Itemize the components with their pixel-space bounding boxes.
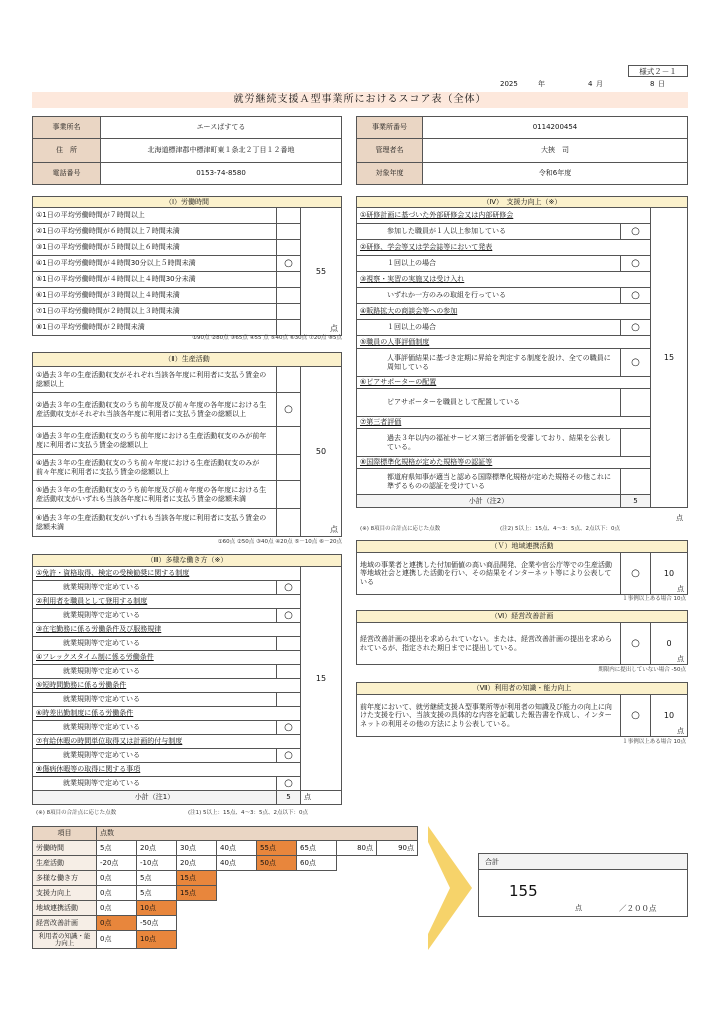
sec3-subtotal-label: 小計（注1）: [33, 791, 277, 805]
sec3-work-styles: [32, 554, 342, 805]
sec4-item-head: ⑥ピアサポーターの配置: [357, 377, 651, 389]
summary-cell: 40点: [217, 841, 257, 856]
summary-cell: 5点: [137, 886, 177, 901]
sec7-note: １事例以上ある場合 10点: [622, 739, 686, 745]
office-info-table: [32, 116, 342, 185]
summary-label: 多様な働き方: [33, 871, 97, 886]
sec1-score-cell: [301, 208, 342, 336]
office-name: エースぱすてる: [101, 117, 342, 139]
sec2-points: ①60点 ②50点 ③40点 ④20点 ⑤－10点 ⑥－20点: [217, 539, 342, 545]
summary-cell-selected: 55点: [257, 841, 297, 856]
summary-cell: 0点: [97, 901, 137, 916]
summary-cell: 20点: [177, 856, 217, 871]
sec3-score: 15: [301, 567, 342, 791]
total-unit: 点: [575, 904, 582, 912]
date-month-unit: 月: [596, 80, 603, 88]
sec4-mark: ○: [621, 224, 651, 240]
sec4-item-head: ①研修計画に基づいた外部研修会又は内部研修会: [357, 208, 651, 224]
sec1-labor-hours: [32, 196, 342, 336]
sec3-mark: ○: [277, 777, 301, 791]
sec1-mark: [277, 288, 301, 304]
summary-cell: 5点: [97, 841, 137, 856]
sec4-item-head: ⑦第三者評価: [357, 417, 651, 429]
sec2-row: ①過去３年の生産活動収支がそれぞれ当該各年度に利用者に支払う賃金の総額以上: [33, 367, 277, 393]
sec1-row: ⑥1日の平均労働時間が３時間以上４時間未満: [33, 288, 277, 304]
sec1-title: （Ⅰ）労働時間: [33, 197, 342, 208]
sec5-community: [356, 540, 688, 595]
summary-cell: 0点: [97, 871, 137, 886]
sec3-item-sub: 就業規則等で定めている: [33, 721, 277, 735]
sec4-item-sub: 人事評価結果に基づき定期に昇給を判定する制度を設け、全ての職員に周知している: [357, 349, 621, 377]
date-month: 4: [588, 80, 593, 88]
sec5-title: （Ｖ）地域連携活動: [357, 541, 688, 553]
sec3-mark: ○: [277, 609, 301, 623]
office-name-label: 事業所名: [33, 117, 101, 139]
sec5-score: 10: [663, 568, 675, 578]
sec4-mark: ○: [621, 320, 651, 336]
sec2-mark: [277, 509, 301, 537]
sec2-row: ⑥過去３年の生産活動収支がいずれも当該各年度に利用者に支払う賃金の総額未満: [33, 509, 277, 537]
sec1-points: ①90点 ②80点 ③65点 ④55 点 ⑤40点 ⑥30点 ⑦20点 ⑧5点: [192, 335, 342, 341]
sec3-item-sub: 就業規則等で定めている: [33, 609, 277, 623]
phone-label: 電話番号: [33, 163, 101, 185]
sec5-score-cell: [651, 553, 688, 595]
summary-label: 経営改善計画: [33, 916, 97, 931]
sec4-item-head: ②研修、学会等又は学会誌等において発表: [357, 240, 651, 256]
sec3-mark: ○: [277, 749, 301, 763]
total-label: 合計: [479, 854, 687, 870]
phone: 0153-74-8580: [101, 163, 342, 185]
office-no-label: 事業所番号: [357, 117, 423, 139]
sec3-item-head: ①免許・資格取得、検定の受検勧奨に関する制度: [33, 567, 301, 581]
sec6-management: [356, 610, 688, 665]
sec1-mark: ○: [277, 256, 301, 272]
sec2-title: （Ⅱ）生産活動: [33, 353, 342, 367]
sec3-item-sub: 就業規則等で定めている: [33, 693, 277, 707]
sec3-item-head: ⑤短時間勤務に係る労働条件: [33, 679, 301, 693]
summary-head-item: 項目: [33, 827, 97, 841]
summary-cell: -20点: [97, 856, 137, 871]
address: 北海道標津郡中標津町東１条北２丁目１２番地: [101, 139, 342, 163]
summary-cell: 30点: [177, 841, 217, 856]
sec2-row: ④過去３年の生産活動収支のうち前々年度における生産活動収支のみが前々年度に利用者に支払う賃金の総額以上: [33, 455, 277, 481]
sec4-title: （Ⅳ） 支援力向上（※）: [357, 197, 688, 208]
sec7-mark: ○: [621, 695, 651, 737]
summary-cell: -10点: [137, 856, 177, 871]
sec3-mark: [277, 693, 301, 707]
summary-label: 支援力向上: [33, 886, 97, 901]
sec6-mark: ○: [621, 623, 651, 665]
sec4-note-left: (※) 8項目の合計点に応じた点数: [360, 526, 441, 532]
sec3-mark: [277, 665, 301, 679]
sec4-mark: ○: [621, 288, 651, 304]
summary-label: 労働時間: [33, 841, 97, 856]
office-detail-table: [356, 116, 688, 185]
sec3-title: （Ⅲ）多様な働き方（※）: [33, 555, 342, 567]
sec4-score: 15: [651, 208, 688, 508]
total-value: 155: [509, 882, 538, 900]
summary-label: 地域連携活動: [33, 901, 97, 916]
sec3-item-sub: 就業規則等で定めている: [33, 581, 277, 595]
sec2-score: 50: [315, 446, 327, 456]
sec4-item-head: ④販路拡大の商談会等への参加: [357, 304, 651, 320]
summary-cell-selected: 15点: [177, 871, 217, 886]
sec4-mark: [621, 469, 651, 495]
summary-cell: 60点: [297, 856, 337, 871]
sec1-mark: [277, 272, 301, 288]
sec2-unit: 点: [330, 525, 338, 535]
year-label: 対象年度: [357, 163, 423, 185]
summary-cell: 0点: [97, 886, 137, 901]
date-year: 2025: [500, 80, 518, 88]
sec1-score: 55: [315, 266, 327, 276]
sec4-item-sub: １回以上の場合: [357, 320, 621, 336]
sec4-item-head: ⑤職員の人事評価制度: [357, 336, 651, 349]
sec2-mark: [277, 455, 301, 481]
summary-cell: 5点: [137, 871, 177, 886]
sec7-title: （Ⅶ）利用者の知識・能力向上: [357, 683, 688, 695]
sec3-item-head: ②利用者を職員として登用する制度: [33, 595, 301, 609]
sec5-note: １事例以上ある場合 10点: [622, 596, 686, 602]
date-day: 8: [650, 80, 655, 88]
sec4-mark: ○: [621, 256, 651, 272]
summary-cell-selected: 0点: [97, 916, 137, 931]
sec3-unit: 点: [301, 791, 342, 805]
summary-cell: 80点: [337, 841, 377, 856]
summary-cell: 40点: [217, 856, 257, 871]
sec3-item-sub: 就業規則等で定めている: [33, 749, 277, 763]
office-no: 0114200454: [423, 117, 688, 139]
sec7-score-cell: [651, 695, 688, 737]
sec6-text: 経営改善計画の提出を求められていない。または、経営改善計画の提出を求められているが、指定された期日までに提出している。: [357, 623, 621, 665]
summary-cell: 90点: [377, 841, 418, 856]
summary-cell-selected: 10点: [137, 931, 177, 949]
total-box: [478, 853, 688, 917]
sec4-item-head: ③視察・実習の実施又は受け入れ: [357, 272, 651, 288]
summary-cell-selected: 15点: [177, 886, 217, 901]
sec7-text: 前年度において、就労継続支援Ａ型事業所等が利用者の知識及び能力の向上に向けた支援を行い、当該支援の具体的な内容を記載した報告書を作成し、インターネットの利用その他の方法により公表している。: [357, 695, 621, 737]
sec1-row: ⑧1日の平均労働時間が２時間未満: [33, 320, 277, 336]
summary-cell: 20点: [137, 841, 177, 856]
sec2-mark: ○: [277, 393, 301, 427]
sec3-note-left: (※) 8項目の合計点に応じた点数: [36, 810, 117, 816]
sec6-score-cell: [651, 623, 688, 665]
form-number: 様式２－１: [628, 65, 688, 77]
sec2-production: [32, 352, 342, 537]
summary-head-score: 点数: [97, 827, 418, 841]
sec3-item-sub: 就業規則等で定めている: [33, 777, 277, 791]
sec4-item-head: ⑧国際標準化規格が定めた規格等の認証等: [357, 457, 651, 469]
sec3-item-head: ⑦有給休暇の時間単位取得又は計画的付与制度: [33, 735, 301, 749]
page-title: 就労継続支援Ａ型事業所におけるスコア表（全体）: [32, 92, 688, 108]
sec2-mark: [277, 481, 301, 509]
sec5-mark: ○: [621, 553, 651, 595]
sec3-mark: [277, 637, 301, 651]
sec3-item-sub: 就業規則等で定めている: [33, 637, 277, 651]
sec4-item-sub: 都道府県知事が適当と認める国際標準化規格が定めた規格その他これに準ずるものの認証を受けている: [357, 469, 621, 495]
sec7-user-skills: [356, 682, 688, 737]
sec4-item-sub: ピアサポーターを職員として配置している: [357, 389, 621, 417]
sec3-item-head: ③在宅勤務に係る労働条件及び服務規律: [33, 623, 301, 637]
sec2-score-cell: [301, 367, 342, 537]
sec2-row: ③過去３年の生産活動収支のうち前年度における生産活動収支のみが前年度に利用者に支払う賃金の総額以上: [33, 427, 277, 455]
sec3-item-head: ⑧傷病休暇等の取得に関する事項: [33, 763, 301, 777]
sec7-score: 10: [663, 710, 675, 720]
sec1-mark: [277, 240, 301, 256]
sec1-mark: [277, 320, 301, 336]
date-year-unit: 年: [538, 80, 545, 88]
sec4-item-sub: １回以上の場合: [357, 256, 621, 272]
sec2-mark: [277, 367, 301, 393]
summary-cell: -50点: [137, 916, 177, 931]
summary-cell: 0点: [97, 931, 137, 949]
sec1-row: ⑦1日の平均労働時間が２時間以上３時間未満: [33, 304, 277, 320]
summary-label: 生産活動: [33, 856, 97, 871]
sec4-mark: [621, 429, 651, 457]
manager: 大挾 司: [423, 139, 688, 163]
sec6-note: 期限内に提出していない場合 -50点: [598, 667, 686, 673]
sec3-mark: ○: [277, 581, 301, 595]
target-year: 令和6年度: [423, 163, 688, 185]
sec4-support: [356, 196, 688, 508]
sec1-row: ①1日の平均労働時間が７時間以上: [33, 208, 277, 224]
sec4-item-sub: 参加した職員が１人以上参加している: [357, 224, 621, 240]
sec1-mark: [277, 304, 301, 320]
summary-cell: 65点: [297, 841, 337, 856]
summary-cell-selected: 10点: [137, 901, 177, 916]
sec1-unit: 点: [330, 324, 338, 334]
arrow-right-icon: [428, 826, 472, 950]
sec4-subtotal-label: 小計（注2）: [357, 495, 621, 508]
sec4-item-sub: 過去３年以内の福祉サービス第三者評価を受審しており、結果を公表している。: [357, 429, 621, 457]
manager-label: 管理者名: [357, 139, 423, 163]
sec4-item-sub: いずれか一方のみの取組を行っている: [357, 288, 621, 304]
sec7-unit: 点: [677, 726, 684, 735]
sec1-mark: [277, 224, 301, 240]
sec4-mark: ○: [621, 349, 651, 377]
sec1-row: ⑤1日の平均労働時間が４時間以上４時間30分未満: [33, 272, 277, 288]
sec4-note-right: (注2) 5以上：15点、4～3：5点、2点以下：0点: [500, 526, 621, 532]
sec3-item-sub: 就業規則等で定めている: [33, 665, 277, 679]
sec1-row: ④1日の平均労働時間が４時間30分以上５時間未満: [33, 256, 277, 272]
sec3-mark: ○: [277, 721, 301, 735]
total-max: ／２００点: [619, 904, 657, 913]
date-day-unit: 日: [658, 80, 665, 88]
sec5-text: 地域の事業者と連携した付加価値の高い商品開発、企業や官公庁等での生産活動等地域社会と連携した活動を行い、その結果をインターネット等により公表している: [357, 553, 621, 595]
sec2-row: ②過去３年の生産活動収支のうち前年度及び前々年度の各年度における生産活動収支がそれぞれ当該各年度に利用者に支払う賃金の総額以上: [33, 393, 277, 427]
sec4-unit: 点: [676, 514, 683, 522]
sec1-mark: [277, 208, 301, 224]
sec3-item-head: ④フレックスタイム制に係る労働条件: [33, 651, 301, 665]
sec1-row: ③1日の平均労働時間が５時間以上６時間未満: [33, 240, 277, 256]
sec4-subtotal: 5: [621, 495, 651, 508]
sec1-row: ②1日の平均労働時間が６時間以上７時間未満: [33, 224, 277, 240]
address-label: 住 所: [33, 139, 101, 163]
sec5-unit: 点: [677, 584, 684, 593]
summary-cell-selected: 50点: [257, 856, 297, 871]
sec3-item-head: ⑥時差出勤制度に係る労働条件: [33, 707, 301, 721]
summary-label: 利用者の知識・能力向上: [33, 931, 97, 949]
sec2-row: ⑤過去３年の生産活動収支のうち前年度及び前々年度の各年度における生産活動収支がいずれも当該各年度に利用者に支払う賃金の総額未満: [33, 481, 277, 509]
sec3-note-right: (注1) 5以上：15点、4～3：5点、2点以下：0点: [188, 810, 309, 816]
sec6-unit: 点: [677, 654, 684, 663]
sec4-mark: [621, 389, 651, 417]
sec2-mark: [277, 427, 301, 455]
sec3-subtotal: 5: [277, 791, 301, 805]
sec6-title: （Ⅵ）経営改善計画: [357, 611, 688, 623]
sec6-score: 0: [666, 638, 672, 648]
score-summary-table: [32, 826, 418, 949]
